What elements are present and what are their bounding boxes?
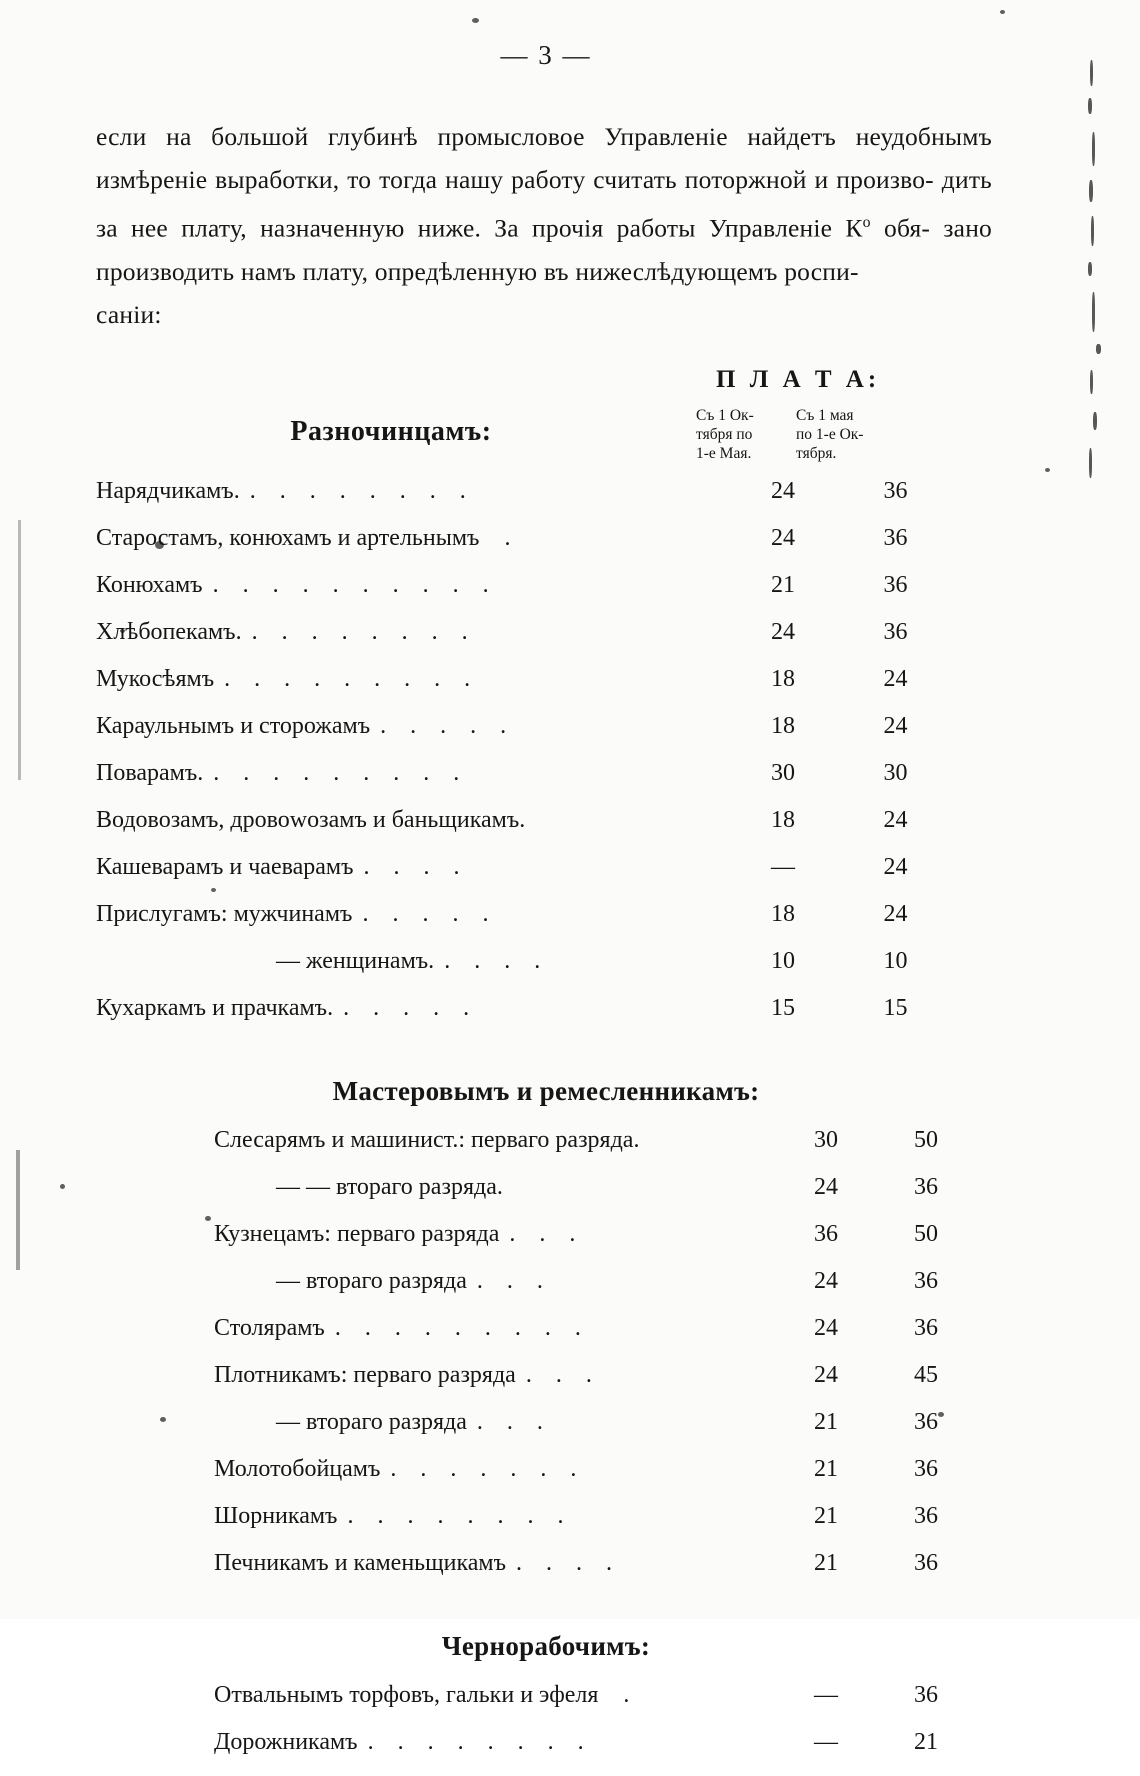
row-label: Мукосѣямъ <box>96 665 215 692</box>
table-row <box>96 1268 1014 1315</box>
right-margin-artifacts <box>1082 40 1118 1440</box>
row-value-winter: — <box>814 1681 838 1708</box>
row-label: Хлѣбопекамъ. <box>96 618 242 645</box>
column-header-summer-line3: тября. <box>796 444 837 462</box>
row-label: Плотникамъ: перваго разряда <box>214 1361 516 1388</box>
row-value-summer: 45 <box>914 1361 938 1388</box>
table-row <box>96 1221 1014 1268</box>
leader-dots: . . . . . <box>362 900 498 927</box>
row-value-summer: 50 <box>914 1220 938 1247</box>
row-value-winter: 21 <box>814 1408 838 1435</box>
row-value-winter: 18 <box>771 806 795 833</box>
scan-speck <box>60 1184 65 1189</box>
leader-dots: . <box>489 524 520 551</box>
row-value-winter: 30 <box>814 1126 838 1153</box>
row-label: Шорникамъ <box>214 1502 338 1529</box>
row-value-winter: 21 <box>814 1502 838 1529</box>
paragraph-line-1: если на большой глубинѣ промысловое Управленіе найдетъ неудобнымъ <box>96 122 992 151</box>
page-edge-artifact <box>16 1150 20 1270</box>
column-header-winter-line2: тября по <box>696 425 753 443</box>
leader-dots: . . . <box>476 1408 552 1435</box>
table-row <box>96 1127 1014 1174</box>
table-row <box>96 1456 1014 1503</box>
leader-dots: . . . . . . . . . <box>213 759 469 786</box>
row-label: Водовозамъ, дровоwозамъ и баньщикамъ. <box>96 806 526 833</box>
row-label: Конюхамъ <box>96 571 203 598</box>
row-value-winter: — <box>771 853 795 880</box>
row-value-winter: 24 <box>814 1314 838 1341</box>
row-label: Дорожникамъ <box>214 1728 358 1755</box>
row-value-winter: 24 <box>771 618 795 645</box>
column-header-summer-line2: по 1-е Ок- <box>796 425 864 443</box>
table-row <box>96 995 996 1042</box>
row-label: Старостамъ, конюхамъ и артельнымъ <box>96 524 480 551</box>
row-label: Караульнымъ и сторожамъ <box>96 712 371 739</box>
section-header-row <box>96 406 996 478</box>
row-value-summer: 36 <box>914 1549 938 1576</box>
row-value-summer: 24 <box>883 900 908 927</box>
leader-dots: . . . . . . . . . <box>334 1314 590 1341</box>
row-value-winter: 18 <box>771 665 795 692</box>
row-value-winter: 18 <box>771 900 795 927</box>
column-header-winter-line1: Съ 1 Ок- <box>696 406 754 424</box>
leader-dots: . . . . . . . . <box>251 618 477 645</box>
pay-title-row <box>96 366 996 406</box>
row-value-summer: 36 <box>914 1173 938 1200</box>
row-value-summer: 36 <box>883 618 908 645</box>
row-value-summer: 15 <box>883 994 908 1021</box>
row-value-summer: 36 <box>914 1681 938 1708</box>
section-title-chernorabochim: Чернорабочимъ: <box>441 1630 651 1661</box>
leader-dots: . . . . . <box>380 712 516 739</box>
page-edge-artifact <box>18 520 21 780</box>
row-value-summer: 50 <box>914 1126 938 1153</box>
leader-dots: . . . . . <box>343 994 479 1021</box>
table-row <box>96 760 996 807</box>
leader-dots <box>503 1174 513 1200</box>
row-value-winter: 21 <box>814 1549 838 1576</box>
table-row <box>96 807 996 854</box>
row-label: Столярамъ <box>214 1314 325 1341</box>
row-value-summer: 36 <box>914 1408 938 1435</box>
row-value-summer: 24 <box>883 853 908 880</box>
row-value-summer: 36 <box>883 524 908 551</box>
row-value-winter: 24 <box>771 477 795 504</box>
row-label: Кашеварамъ и чаеварамъ <box>96 853 354 880</box>
paragraph-line-3: дить за нее плату, назначенную ниже. За прочія работы Управленіе К <box>96 165 992 243</box>
row-value-winter: — <box>814 1728 838 1755</box>
table-row <box>96 572 996 619</box>
row-value-winter: 21 <box>771 571 795 598</box>
table-row <box>96 1729 1014 1776</box>
table-row <box>96 666 996 713</box>
leader-dots: . . . . <box>363 853 469 880</box>
row-value-winter: 24 <box>771 524 795 551</box>
row-value-winter: 21 <box>814 1455 838 1482</box>
rates-table-masterovym <box>96 1127 1014 1597</box>
paragraph-line-4: зано производить намъ плату, опредѣленную въ нижеслѣдующемъ роспи- <box>96 213 992 286</box>
row-label: Кухаркамъ и прачкамъ. <box>96 994 334 1021</box>
leader-dots: . . . . . . . . <box>347 1502 573 1529</box>
row-label: Молотобойцамъ <box>214 1455 381 1482</box>
row-label: — втораго разряда <box>276 1267 467 1294</box>
row-value-winter: 36 <box>814 1220 838 1247</box>
row-label: Кузнецамъ: перваго разряда <box>214 1220 500 1247</box>
column-header-summer <box>796 406 896 463</box>
paragraph-line-5: саніи: <box>96 299 162 329</box>
table-row <box>96 525 996 572</box>
row-label: Нарядчикамъ. <box>96 477 240 504</box>
body-paragraph <box>96 115 996 336</box>
section-title-raznochintsam: Разночинцамъ: <box>290 415 492 447</box>
row-value-summer: 36 <box>883 477 908 504</box>
row-value-summer: 21 <box>914 1728 938 1755</box>
scan-speck <box>1000 10 1005 14</box>
leader-dots: . . . . . . . . <box>367 1728 593 1755</box>
pay-column-title: П Л А Т А: <box>716 365 881 393</box>
column-header-winter-line3: 1-е Мая. <box>696 444 752 462</box>
row-value-summer: 10 <box>883 947 908 974</box>
superscript-o: о <box>862 214 871 231</box>
leader-dots: . . . <box>509 1220 585 1247</box>
leader-dots: . . . . . . . . <box>249 477 475 504</box>
paragraph-line-3-tail: обя- <box>870 213 931 243</box>
row-value-winter: 24 <box>814 1361 838 1388</box>
section-title-masterovym: Мастеровымъ и ремесленникамъ: <box>332 1075 760 1106</box>
row-value-summer: 24 <box>883 665 908 692</box>
row-label: Поварамъ. <box>96 759 204 786</box>
row-value-winter: 30 <box>771 759 795 786</box>
row-label: Слесарямъ и машинист.: перваго разряда. <box>214 1126 640 1153</box>
leader-dots <box>525 807 535 833</box>
row-value-summer: 24 <box>883 806 908 833</box>
table-row <box>96 1315 1014 1362</box>
table-row <box>96 1503 1014 1550</box>
table-row <box>96 1550 1014 1597</box>
row-value-winter: 24 <box>814 1173 838 1200</box>
table-row <box>96 1682 1014 1729</box>
leader-dots: . . . . <box>515 1549 621 1576</box>
row-value-winter: 15 <box>771 994 795 1021</box>
row-value-summer: 24 <box>883 712 908 739</box>
row-value-summer: 36 <box>914 1267 938 1294</box>
leader-dots: . <box>608 1681 639 1708</box>
column-header-winter <box>696 406 796 463</box>
leader-dots: . . . . . . . . . . <box>212 571 498 598</box>
row-value-summer: 30 <box>883 759 908 786</box>
scan-speck <box>472 18 479 23</box>
table-row <box>96 901 996 948</box>
row-value-summer: 36 <box>914 1314 938 1341</box>
rates-table-chernorabochim <box>96 1682 1014 1776</box>
row-value-winter: 24 <box>814 1267 838 1294</box>
row-label: Прислугамъ: мужчинамъ <box>96 900 353 927</box>
table-row <box>96 619 996 666</box>
row-value-summer: 36 <box>883 571 908 598</box>
table-row <box>96 1362 1014 1409</box>
table-row <box>96 478 996 525</box>
rates-table-raznochintsam <box>96 478 996 1042</box>
column-header-summer-line1: Съ 1 мая <box>796 406 854 424</box>
page-content <box>96 40 996 1776</box>
scan-speck <box>1045 468 1050 472</box>
row-label: Отвальнымъ торфовъ, гальки и эфеля <box>214 1681 599 1708</box>
table-row <box>96 1409 1014 1456</box>
leader-dots <box>639 1127 649 1153</box>
row-value-summer: 36 <box>914 1455 938 1482</box>
leader-dots: . . . . . . . <box>390 1455 586 1482</box>
page-number: — 3 — <box>500 40 592 70</box>
row-value-winter: 18 <box>771 712 795 739</box>
leader-dots: . . . . <box>444 947 550 974</box>
table-row <box>96 854 996 901</box>
leader-dots: . . . <box>476 1267 552 1294</box>
row-label: Печникамъ и каменьщикамъ <box>214 1549 506 1576</box>
paragraph-line-2: измѣреніе выработки, то тогда нашу работу считать поторжной и произво- <box>96 165 934 194</box>
leader-dots: . . . <box>525 1361 601 1388</box>
row-label: — женщинамъ. <box>276 947 435 974</box>
table-row <box>96 1174 1014 1221</box>
leader-dots: . . . . . . . . . <box>224 665 480 692</box>
table-row <box>96 948 996 995</box>
row-label: — — втораго разряда. <box>276 1173 503 1200</box>
row-value-summer: 36 <box>914 1502 938 1529</box>
table-row <box>96 713 996 760</box>
row-label: — втораго разряда <box>276 1408 467 1435</box>
row-value-winter: 10 <box>771 947 795 974</box>
